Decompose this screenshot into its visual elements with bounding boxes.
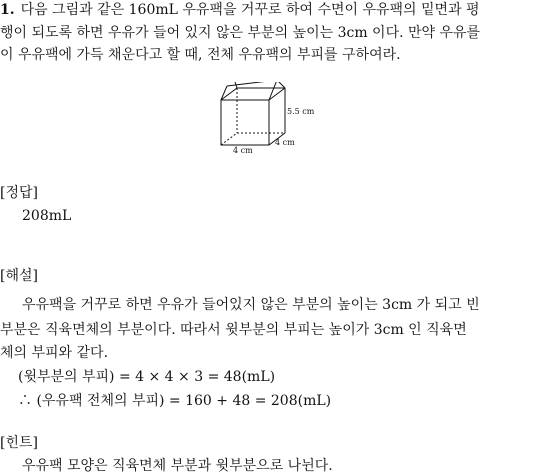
solution-line-1: 우유팩을 거꾸로 하면 우유가 들어있지 않은 부분의 높이는 3cm 가 되고 빈 bbox=[22, 297, 480, 313]
problem-line-2: 행이 되도록 하면 우유가 들어 있지 않은 부분의 높이는 3cm 이다. 만약 우유를 bbox=[0, 25, 481, 41]
hint-line-1: 우유팩 모양은 직육면체 부분과 윗부분으로 나뉜다. bbox=[22, 458, 333, 474]
hint-header: [힌트] bbox=[0, 435, 38, 451]
solution-line-3: 체의 부피와 같다. bbox=[0, 345, 109, 361]
milk-carton-figure bbox=[213, 82, 323, 158]
solution-line-2: 부분은 직육면체의 부분이다. 따라서 윗부분의 부피는 높이가 3cm 인 직육면 bbox=[0, 322, 467, 338]
solution-equation-2: ∴ (우유팩 전체의 부피) = 160 + 48 = 208(mL) bbox=[18, 393, 332, 409]
problem-text-1: 다음 그림과 같은 160mL 우유팩을 거꾸로 하여 수면이 우유팩의 밑면과 평 bbox=[20, 2, 480, 18]
depth-label: 4 cm bbox=[275, 138, 295, 147]
problem-line-1 bbox=[0, 0, 480, 20]
solution-equation-1: (윗부분의 부피) = 4 × 4 × 3 = 48(mL) bbox=[18, 369, 276, 385]
height-label: 5.5 cm bbox=[287, 107, 315, 116]
width-label: 4 cm bbox=[233, 146, 253, 154]
problem-line-3: 이 우유팩에 가득 채운다고 할 때, 전체 우유팩의 부피를 구하여라. bbox=[0, 47, 401, 63]
solution-header: [해설] bbox=[0, 268, 38, 284]
answer-header: [정답] bbox=[0, 185, 38, 201]
problem-number: 1. bbox=[0, 2, 15, 18]
answer-value: 208mL bbox=[22, 208, 72, 224]
